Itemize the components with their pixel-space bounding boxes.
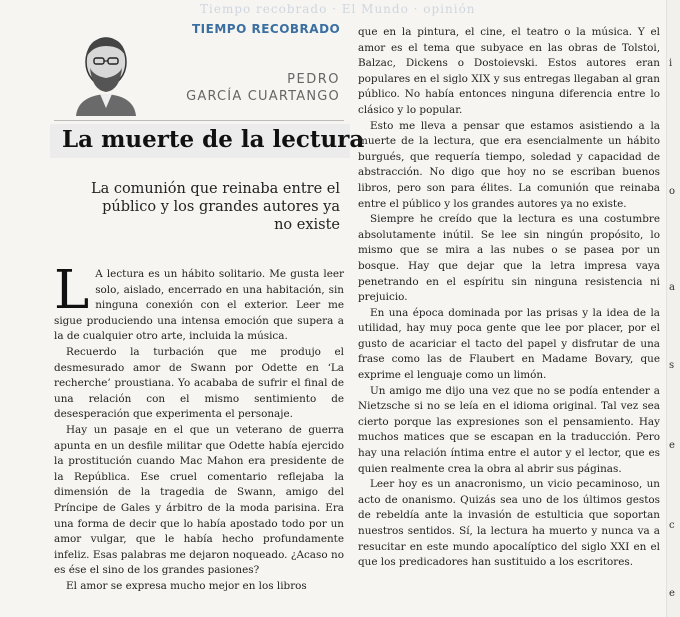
edge-letter: i (669, 58, 673, 69)
paragraph: Un amigo me dijo una vez que no se podía entender a Nietzsche si no se leía en el idioma original. Tal vez sea cierto porque las expresiones son el pensamiento. Hay muchos matices que se escapan en la traducción. Pero hay una relación íntima entre el autor y el lector, que es quien realmente crea la obra al abrir sus páginas. (358, 384, 660, 475)
author-portrait (70, 32, 142, 116)
edge-letter: e (669, 440, 675, 451)
first-paragraph (54, 260, 344, 345)
dropcap: L (54, 260, 90, 321)
headline-band (50, 124, 365, 158)
author-last-name: GARCÍA CUARTANGO (186, 89, 340, 104)
author-first-name: PEDRO (287, 72, 340, 87)
edge-letter: e (669, 588, 675, 599)
first-paragraph-text: A lectura es un hábito solitario. Me gusta leer solo, aislado, encerrado en una habitación, sin ninguna conexión con el exterior. Leer me sigue produciendo una intensa emoción que supera a la de cualquier otro arte, incluida la música. (54, 268, 344, 343)
paragraph: Leer hoy es un anacronismo, un vicio pecaminoso, un acto de onanismo. Quizás sea uno de los últimos gestos de rebeldía ante la invasión de estulticia que soportan nuestros sentidos. Sí, la lectura ha muerto y nunca va a resucitar en este mundo apocalíptico del siglo XXI en el que los predicadores han sustituido a los escritores. (358, 478, 660, 569)
continued-paragraph: que en la pintura, el cine, el teatro o la música. Y el amor es el tema que subyace en las obras de Tolstoi, Balzac, Dickens o Dostoievski. Estos autores eran populares en el siglo XIX y sus entregas llegaban al gran público. No había entonces ninguna diferencia entre lo clásico y lo popular. (358, 26, 660, 116)
divider (54, 120, 344, 121)
paragraph: Siempre he creído que la lectura es una costumbre absolutamente inútil. Se lee sin ningún propósito, lo mismo que se mira a las nubes o se pasea por un bosque. Hay que dejar que la letra impresa vaya penetrando en el espíritu sin ninguna resistencia ni prejuicio. (358, 213, 660, 304)
paragraph: En una época dominada por las prisas y la idea de la utilidad, hay muy poca gente que lee por placer, por el gusto de acariciar el tacto del papel y disfrutar de una frase como las de Flaubert en Madame Bovary, que exprime el lenguaje como un limón. (358, 306, 660, 382)
column-left (54, 260, 344, 594)
headline: La muerte de la lectura (62, 126, 365, 153)
edge-letter: s (669, 360, 675, 371)
subtitle: La comunión que reinaba entre el público y los grandes autores ya no existe (90, 181, 340, 233)
paragraph: Esto me lleva a pensar que estamos asistiendo a la muerte de la lectura, que era esencialmente un hábito burgués, que requería tiempo, soledad y capacidad de abstracción. No digo que hoy no se escriban buenos libros, pero son para élites. La comunión que reinaba entre el público y los grandes autores ya no existe. (358, 119, 660, 210)
column-right (358, 25, 660, 571)
edge-letter: c (669, 520, 675, 531)
edge-letter: a (669, 282, 675, 293)
paragraph: Hay un pasaje en el que un veterano de guerra apunta en un desfile militar que Odette había ejercido la prostitución cuando Mac Mahon era presidente de la República. Ese cruel comentario reflejaba la dimensión de la tragedia de Swann, amigo del Príncipe de Gales y árbitro de la moda parisina. Era una forma de decir que lo había apostado todo por un amor vulgar, que le había hecho profundamente infeliz. Esas palabras me dejaron noqueado. ¿Acaso no es ése el sino de los grandes pasiones? (54, 423, 344, 577)
paragraph: El amor se expresa mucho mejor en los libros (66, 579, 307, 592)
bleed-through-text: Tiempo recobrado · El Mundo · opinión (200, 2, 476, 16)
edge-letter: o (669, 186, 676, 197)
paragraph: Recuerdo la turbación que me produjo el desmesurado amor de Swann por Odette en ‘La recherche’ proustiana. Yo acababa de sufrir el final de una relación con el mismo sentimiento de desesperación que experimenta el personaje. (54, 345, 344, 421)
section-label: TIEMPO RECOBRADO (192, 22, 341, 36)
